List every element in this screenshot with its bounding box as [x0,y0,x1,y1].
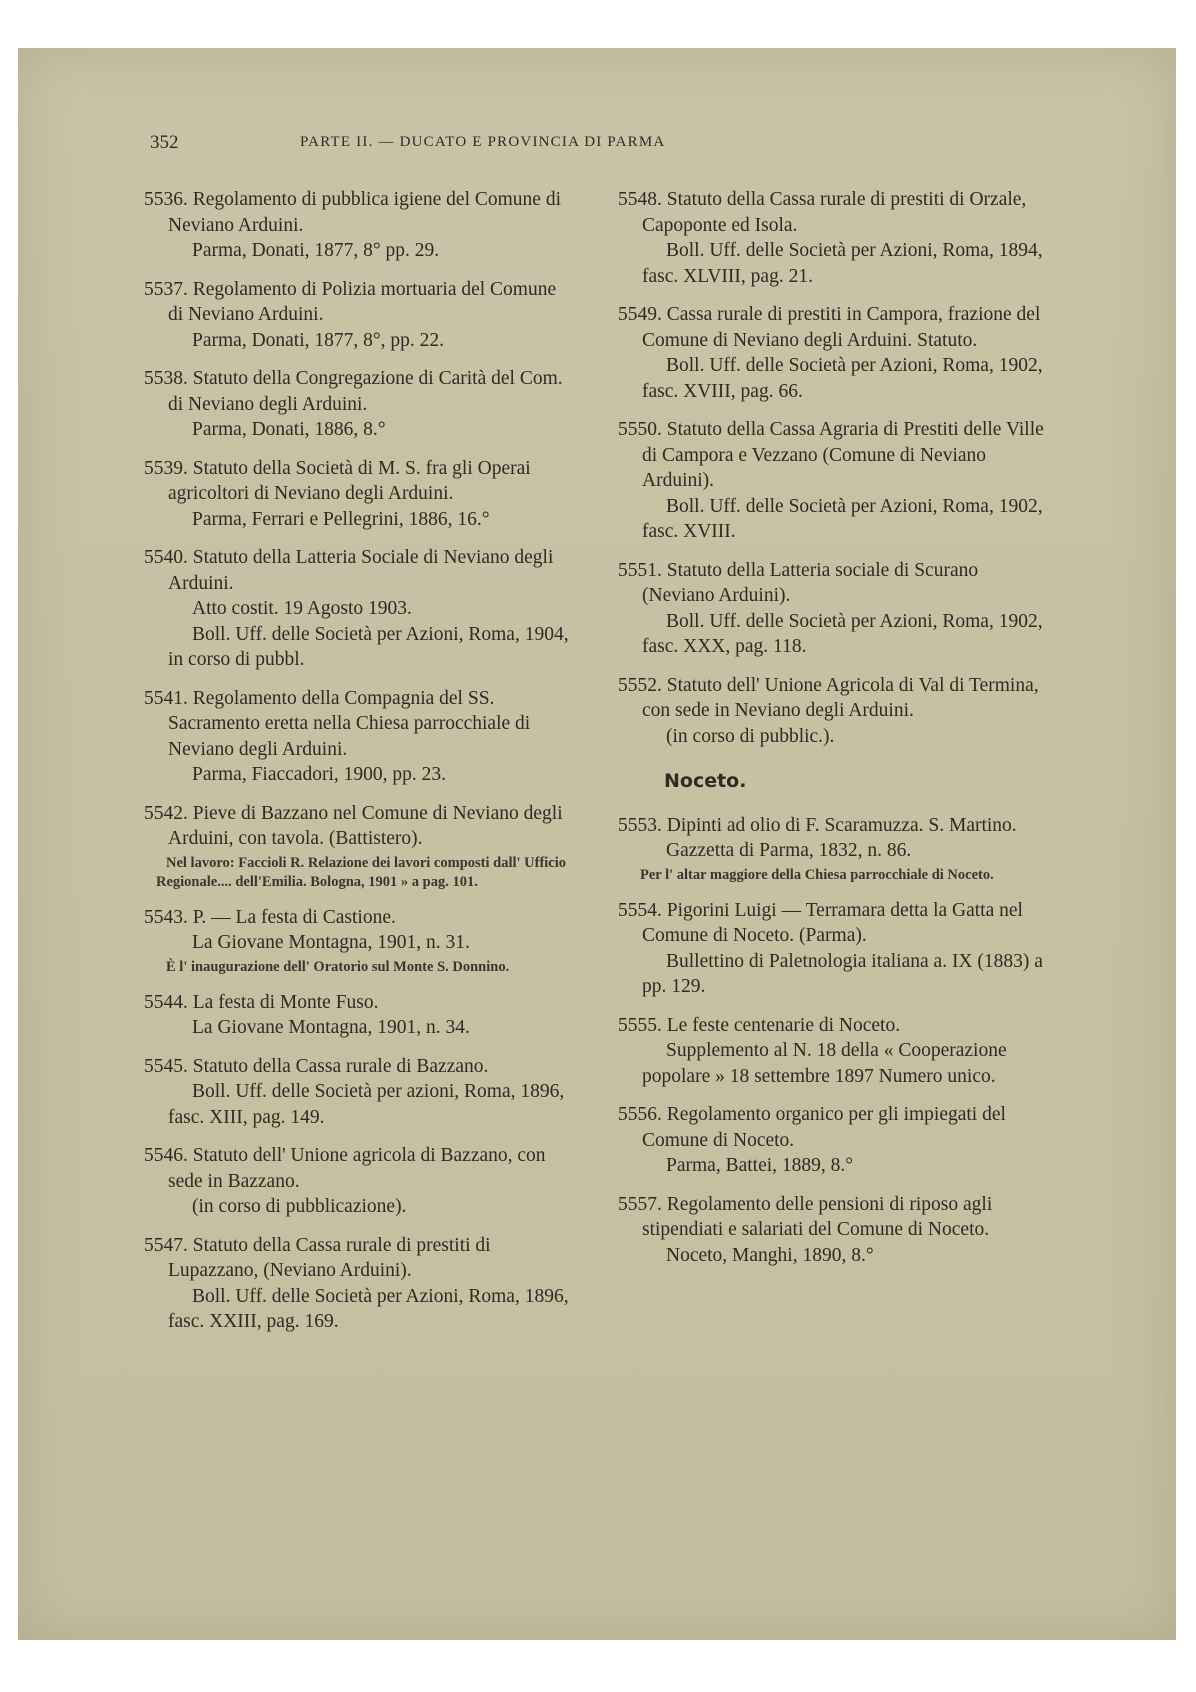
left-column [144,187,574,1348]
entry-publication: Bullettino di Paletnologia italiana a. IX (1883) a pp. 129. [642,950,1043,997]
entry-publication: Boll. Uff. delle Società per Azioni, Roma, 1902, fasc. XXX, pag. 118. [642,610,1043,657]
entry-publication: Noceto, Manghi, 1890, 8.° [666,1244,874,1266]
bibliography-entry [618,673,1048,750]
section-heading-noceto: Noceto. [664,770,747,792]
bibliography-entry [144,545,574,673]
right-column-entries-top [618,187,1048,749]
entry-publication: Atto costit. 19 Agosto 1903. [192,598,412,619]
entry-publication: Parma, Donati, 1877, 8°, pp. 22. [192,329,445,351]
entry-note: È l' inaugurazione dell' Oratorio sul Monte S. Donnino. [166,958,510,975]
bibliography-entry [144,1143,574,1220]
entry-publication: Gazzetta di Parma, 1832, n. 86. [666,840,912,861]
bibliography-entry [618,1013,1048,1090]
entry-publication: Parma, Ferrari e Pellegrini, 1886, 16.° [192,508,490,530]
bibliography-entry [618,417,1048,545]
entry-title: 5553. Dipinti ad olio di F. Scaramuzza. S. Martino. [618,814,1017,836]
bibliography-entry [618,302,1048,404]
right-column-entries-bottom [618,813,1048,1269]
entry-publication: Parma, Battei, 1889, 8.° [666,1155,854,1176]
entry-publication: Boll. Uff. delle Società per Azioni, Roma, 1894, fasc. XLVIII, pag. 21. [642,240,1043,287]
entry-note: Per l' altar maggiore della Chiesa parrocchiale di Noceto. [640,866,994,883]
entry-publication: Parma, Fiaccadori, 1900, pp. 23. [192,764,446,785]
bibliography-entry [144,686,574,788]
entry-title: 5542. Pieve di Bazzano nel Comune di Neviano degli Arduini, con tavola. (Battistero). [144,802,563,849]
entry-title: 5540. Statuto della Latteria Sociale di Neviano degli Arduini. [144,547,554,594]
entry-publication: Supplemento al N. 18 della « Cooperazione popolare » 18 settembre 1897 Numero unico. [642,1040,1007,1087]
entry-title: 5547. Statuto della Cassa rurale di prestiti di Lupazzano, (Neviano Arduini). [144,1234,491,1281]
bibliography-entry [618,558,1048,660]
bibliography-entry [144,1054,574,1131]
entry-title: 5556. Regolamento organico per gli impiegati del Comune di Noceto. [618,1104,1006,1151]
entry-publication: La Giovane Montagna, 1901, n. 31. [192,932,470,953]
bibliography-entry [144,990,574,1041]
bibliography-entry [144,366,574,443]
entry-title: 5550. Statuto della Cassa Agraria di Prestiti delle Ville di Campora e Vezzano (Comune di Neviano Arduini). [618,419,1044,491]
entry-publication: Boll. Uff. delle Società per azioni, Roma, 1896, fasc. XIII, pag. 149. [168,1081,565,1128]
entry-publication: La Giovane Montagna, 1901, n. 34. [192,1017,470,1038]
entry-note: Nel lavoro: Faccioli R. Relazione dei lavori composti dall' Ufficio Regionale.... dell'Emilia. Bologna, 1901 » a pag. 101. [156,854,567,890]
entry-title: 5554. Pigorini Luigi — Terramara detta la Gatta nel Comune di Noceto. (Parma). [618,899,1023,946]
entry-title: 5557. Regolamento delle pensioni di riposo agli stipendiati e salariati del Comune di Noceto. [618,1193,993,1240]
entry-title: 5541. Regolamento della Compagnia del SS. Sacramento eretta nella Chiesa parrocchiale di Neviano degli Arduini. [144,687,531,760]
entry-title: 5551. Statuto della Latteria sociale di Scurano (Neviano Arduini). [618,559,979,606]
entry-title: 5537. Regolamento di Polizia mortuaria del Comune di Neviano Arduini. [144,278,557,325]
page-header [150,132,930,156]
entry-publication: Parma, Donati, 1886, 8.° [192,419,386,440]
entry-title: 5543. P. — La festa di Castione. [144,906,396,928]
entry-title: 5555. Le feste centenarie di Noceto. [618,1014,901,1036]
entry-publication: Boll. Uff. delle Società per Azioni, Roma, 1902, fasc. XVIII. [642,495,1043,542]
right-column [618,187,1048,1281]
running-title: PARTE II. — DUCATO E PROVINCIA DI PARMA [300,134,666,150]
entry-title: 5548. Statuto della Cassa rurale di prestiti di Orzale, Capoponte ed Isola. [618,189,1027,236]
entry-title: 5545. Statuto della Cassa rurale di Bazzano. [144,1055,489,1077]
entry-title: 5544. La festa di Monte Fuso. [144,991,379,1013]
bibliography-entry [144,801,574,892]
bibliography-entry [618,898,1048,1000]
bibliography-entry [618,813,1048,885]
entry-publication: Boll. Uff. delle Società per Azioni, Roma, 1902, fasc. XVIII, pag. 66. [642,355,1043,402]
bibliography-entry [144,905,574,977]
entry-title: 5552. Statuto dell' Unione Agricola di Val di Termina, con sede in Neviano degli Arduini. [618,674,1039,721]
bibliography-entry [144,1233,574,1335]
entry-publication: (in corso di pubblicazione). [192,1196,407,1217]
bibliography-entry [618,187,1048,289]
entry-publication: Boll. Uff. delle Società per Azioni, Roma, 1896, fasc. XXIII, pag. 169. [168,1285,569,1332]
entry-publication: (in corso di pubblic.). [666,725,835,747]
entry-publication: Parma, Donati, 1877, 8° pp. 29. [192,240,440,261]
entry-title: 5536. Regolamento di pubblica igiene del Comune di Neviano Arduini. [144,189,562,236]
bibliography-entry [144,277,574,354]
bibliography-entry [144,456,574,533]
entry-title: 5538. Statuto della Congregazione di Carità del Com. di Neviano degli Arduini. [144,368,563,415]
entry-publication: Boll. Uff. delle Società per Azioni, Roma, 1904, in corso di pubbl. [168,623,569,670]
entry-title: 5546. Statuto dell' Unione agricola di Bazzano, con sede in Bazzano. [144,1145,546,1192]
bibliography-entry [144,187,574,264]
entry-title: 5549. Cassa rurale di prestiti in Campora, frazione del Comune di Neviano degli Arduini. Statuto. [618,304,1041,351]
entry-title: 5539. Statuto della Società di M. S. fra gli Operai agricoltori di Neviano degli Arduini. [144,457,531,504]
page-number: 352 [150,132,179,153]
bibliography-entry [618,1102,1048,1179]
bibliography-entry [618,1192,1048,1269]
